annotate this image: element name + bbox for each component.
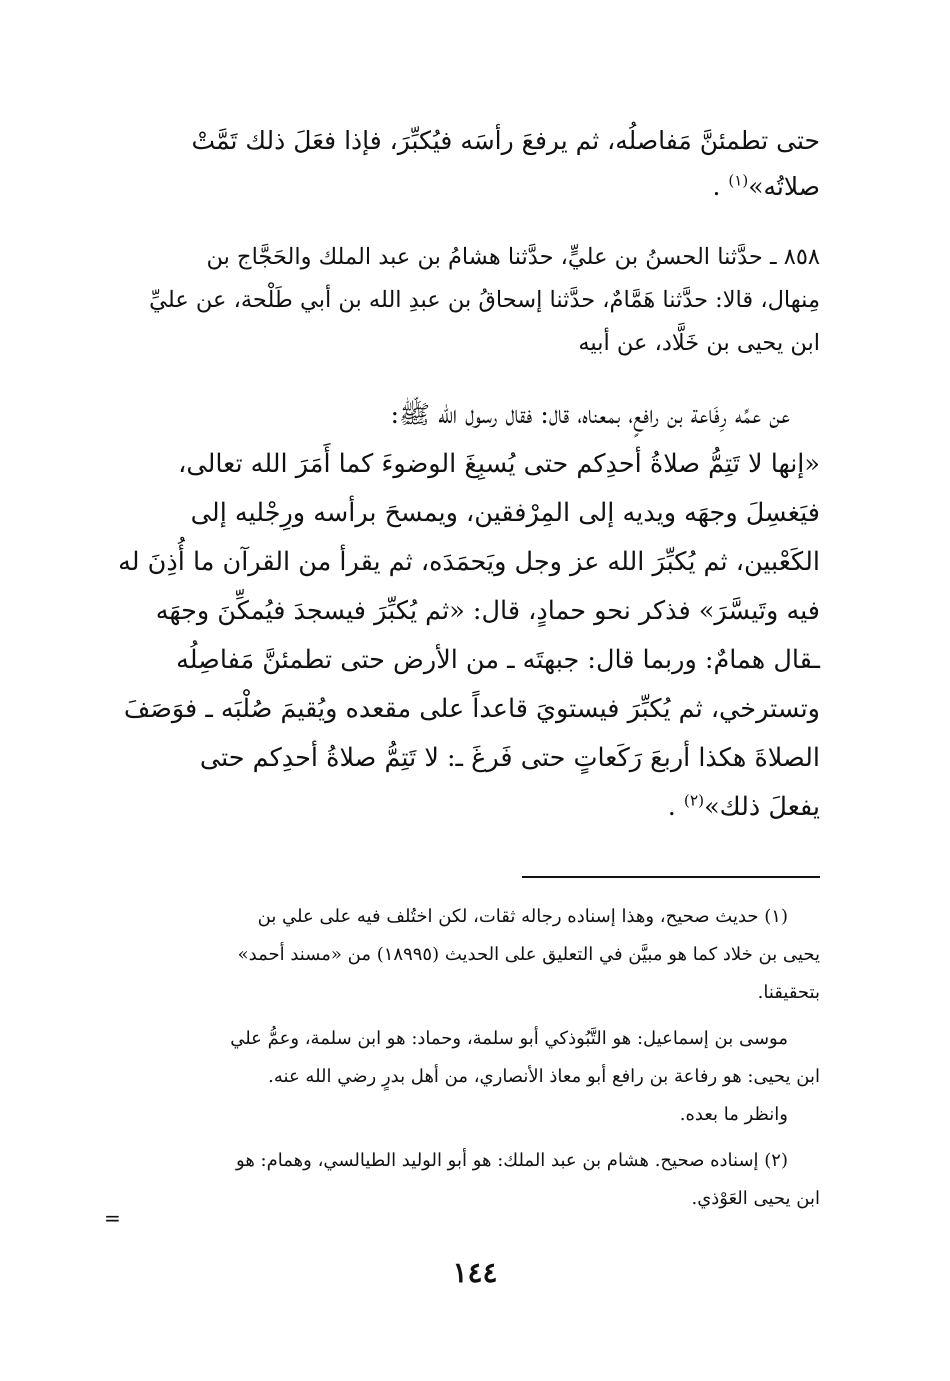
text-line: فيه وتَيسَّرَ» فذكر نحو حمادٍ، قال: «ثم يُكبِّرَ فيسجدَ فيُمكِّنَ وجهَه [155, 596, 820, 626]
footnote-line: بتحقيقنا. [757, 982, 820, 1003]
hadith-chain [102, 236, 820, 365]
footnote-line: وانظر ما بعده. [679, 1104, 788, 1125]
footnote-line: ابن يحيى العَوْذي. [691, 1188, 820, 1209]
footnotes [102, 898, 820, 1218]
continued-paragraph [102, 118, 820, 210]
text-segment: . [667, 792, 676, 822]
text-segment: صلاتُه» [748, 172, 820, 201]
text-segment: يفعلَ ذلك» [704, 792, 820, 822]
footnote-ref: (٢) [683, 791, 705, 810]
text-line: فيَغسِلَ وجهَه ويديه إلى المِرْفقين، ويمسحَ برأسه ورِجْليه إلى [190, 498, 820, 528]
text-line: ابن يحيى بن خَلَّاد، عن أبيه [578, 330, 820, 356]
text-segment: . [712, 172, 721, 201]
continuation-mark: = [104, 1206, 121, 1230]
text-line: مِنهال، قالا: حدَّثنا هَمَّامٌ، حدَّثنا إسحاقُ بن عبدِ الله بن أبي طَلْحة، عن عليِّ [149, 287, 820, 313]
text-line: حتى تطمئنَّ مَفاصلُه، ثم يرفعَ رأسَه فيُكبِّرَ، فإذا فعَلَ ذلك تَمَّتْ [191, 126, 820, 155]
text-line: الكَعْبين، ثم يُكبِّرَ الله عز وجل ويَحمَدَه، ثم يقرأ من القرآن ما أُذِنَ له [118, 547, 820, 577]
footnote-line: (١) حديث صحيح، وهذا إسناده رجاله ثقات، لكن اختُلف فيه على علي بن [257, 906, 788, 927]
footnote-divider [522, 876, 820, 878]
text-line: ـقال همامٌ: وربما قال: جبهتَه ـ من الأرض حتى تطمئنَّ مَفاصِلُه [176, 645, 820, 675]
hadith-text [102, 391, 820, 832]
text-line: عن عمِّه رِفَاعة بن رافعٍ، بمعناه، قال: فقال رسول الله ﷺ: [390, 400, 790, 430]
footnote-ref: (١) [728, 171, 749, 190]
footnote-line: ابن يحيى: هو رفاعة بن رافع أبو معاذ الأنصاري، من أهل بدرٍ رضي الله عنه. [268, 1066, 820, 1087]
text-line: «إنها لا تَتِمُّ صلاةُ أحدِكم حتى يُسبِغَ الوضوءَ كما أَمَرَ الله تعالى، [178, 449, 820, 479]
page-number: ١٤٤ [452, 1256, 498, 1289]
footnote-line: موسى بن إسماعيل: هو التَّبُوذكي أبو سلمة، وحماد: هو ابن سلمة، وعمُّ علي [230, 1028, 788, 1049]
text-line [102, 164, 820, 210]
text-line: ٨٥٨ ـ حدَّثنا الحسنُ بن عليٍّ، حدَّثنا هشامُ بن عبد الملك والحَجَّاج بن [206, 244, 820, 270]
text-line [102, 783, 820, 832]
text-line: وتسترخي، ثم يُكبِّرَ فيستويَ قاعداً على مقعده ويُقيمَ صُلْبَه ـ فوَصَفَ [123, 694, 820, 724]
footnote-line: (٢) إسناده صحيح. هشام بن عبد الملك: هو أبو الوليد الطيالسي، وهمام: هو [236, 1150, 788, 1171]
text-line: الصلاةَ هكذا أربعَ رَكَعاتٍ حتى فَرغَ ـ: لا تَتِمُّ صلاةُ أحدِكم حتى [199, 743, 820, 773]
footnote-line: يحيى بن خلاد كما هو مبيَّن في التعليق على الحديث (١٨٩٩٥) من «مسند أحمد» [237, 944, 820, 965]
